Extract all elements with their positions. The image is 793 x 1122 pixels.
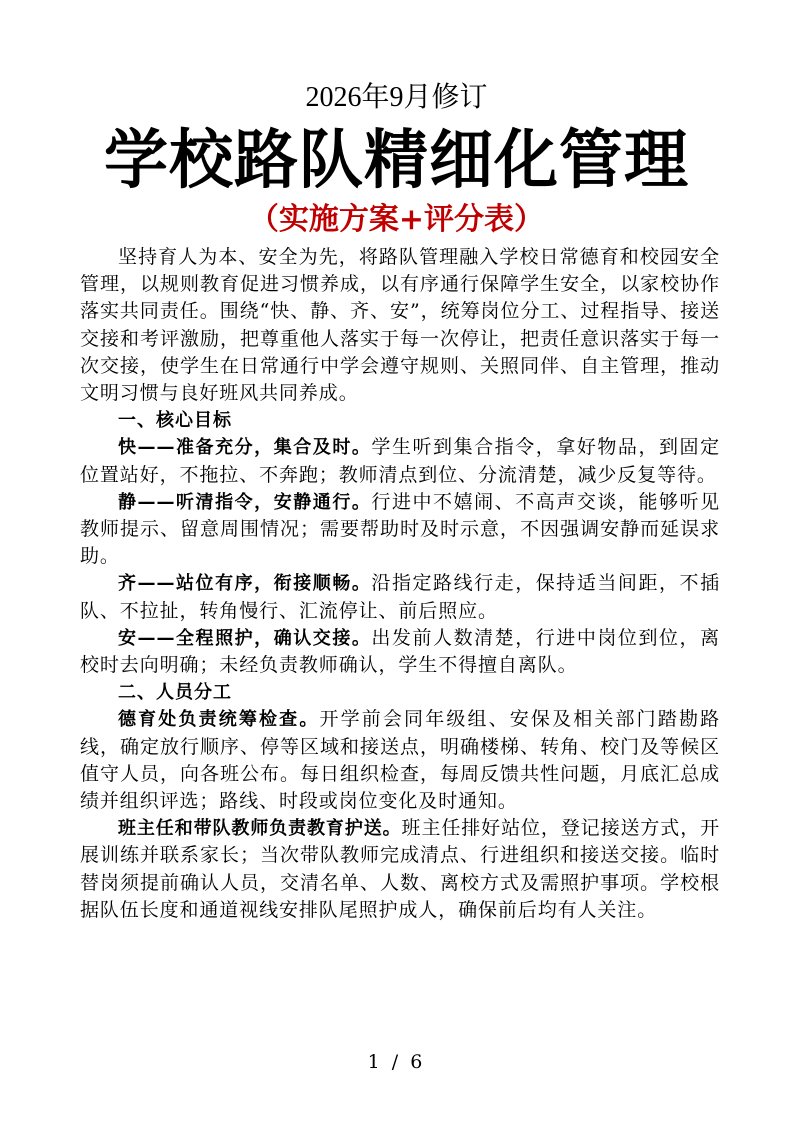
role-lead-teachers: 班主任和带队教师负责教育护送。 xyxy=(118,818,402,840)
page-subtitle: （实施方案+评分表） xyxy=(248,202,545,237)
page-title: 学校路队精细化管理 xyxy=(104,124,689,198)
revision-date: 2026年9月修订 xyxy=(305,82,488,113)
role-paragraph-teachers xyxy=(80,815,720,924)
document-body xyxy=(80,244,720,924)
goal-text-quiet: 行进中不嬉闹、不高声交谈，能够听见教师提示、留意周围情况；需要帮助时及时示意，不因强调安静而延误求助。 xyxy=(80,490,720,568)
intro-paragraph: 坚持育人为本、安全为先，将路队管理融入学校日常德育和校园安全管理，以规则教育促进习惯养成，以有序通行保障学生安全，以家校协作落实共同责任。围绕“快、静、齐、安”，统筹岗位分工、过程指导、接送交接和考评激励，把尊重他人落实于每一次停让，把责任意识落实于每一次交接，使学生在日常通行中学会遵守规则、关照同伴、自主管理，推动文明习惯与良好班风共同养成。 xyxy=(80,246,720,405)
section-heading-goals: 一、核心目标 xyxy=(118,410,232,432)
role-lead-moral-office: 德育处负责统筹检查。 xyxy=(118,709,320,731)
goal-paragraph-fast xyxy=(80,434,720,488)
goal-lead-safe: 安——全程照护，确认交接。 xyxy=(118,627,372,649)
goal-lead-orderly: 齐——站位有序，衔接顺畅。 xyxy=(118,573,372,595)
goal-paragraph-quiet xyxy=(80,489,720,571)
goal-paragraph-safe xyxy=(80,625,720,679)
role-text-moral-office: 开学前会同年级组、安保及相关部门踏勘路线，确定放行顺序、停等区域和接送点，明确楼梯、转角、校门及等候区值守人员，向各班公布。每日组织检查，每周反馈共性问题，月底汇总成绩并组织评选；路线、时段或岗位变化及时通知。 xyxy=(80,708,720,813)
goal-text-safe: 出发前人数清楚，行进中岗位到位，离校时去向明确；未经负责教师确认，学生不得擅自离队。 xyxy=(80,626,720,677)
role-paragraph-moral-office xyxy=(80,706,720,815)
goal-text-fast: 学生听到集合指令，拿好物品，到固定位置站好，不拖拉、不奔跑；教师清点到位、分流清楚，减少反复等待。 xyxy=(80,436,720,486)
section-heading-roles: 二、人员分工 xyxy=(118,682,232,704)
goal-paragraph-orderly xyxy=(80,570,720,624)
page-number: 1 / 6 xyxy=(367,1051,426,1073)
goal-text-orderly: 沿指定路线行走，保持适当间距，不插队、不拉扯，转角慢行、汇流停让、前后照应。 xyxy=(80,572,720,622)
goal-lead-quiet: 静——听清指令，安静通行。 xyxy=(118,491,372,513)
goal-lead-fast: 快——准备充分，集合及时。 xyxy=(118,437,372,459)
role-text-teachers: 班主任排好站位，登记接送方式，开展训练并联系家长；当次带队教师完成清点、行进组织和接送交接。临时替岗须提前确认人员，交清名单、人数、离校方式及需照护事项。学校根据队伍长度和通道视线安排队尾照护成人，确保前后均有人关注。 xyxy=(80,817,720,921)
